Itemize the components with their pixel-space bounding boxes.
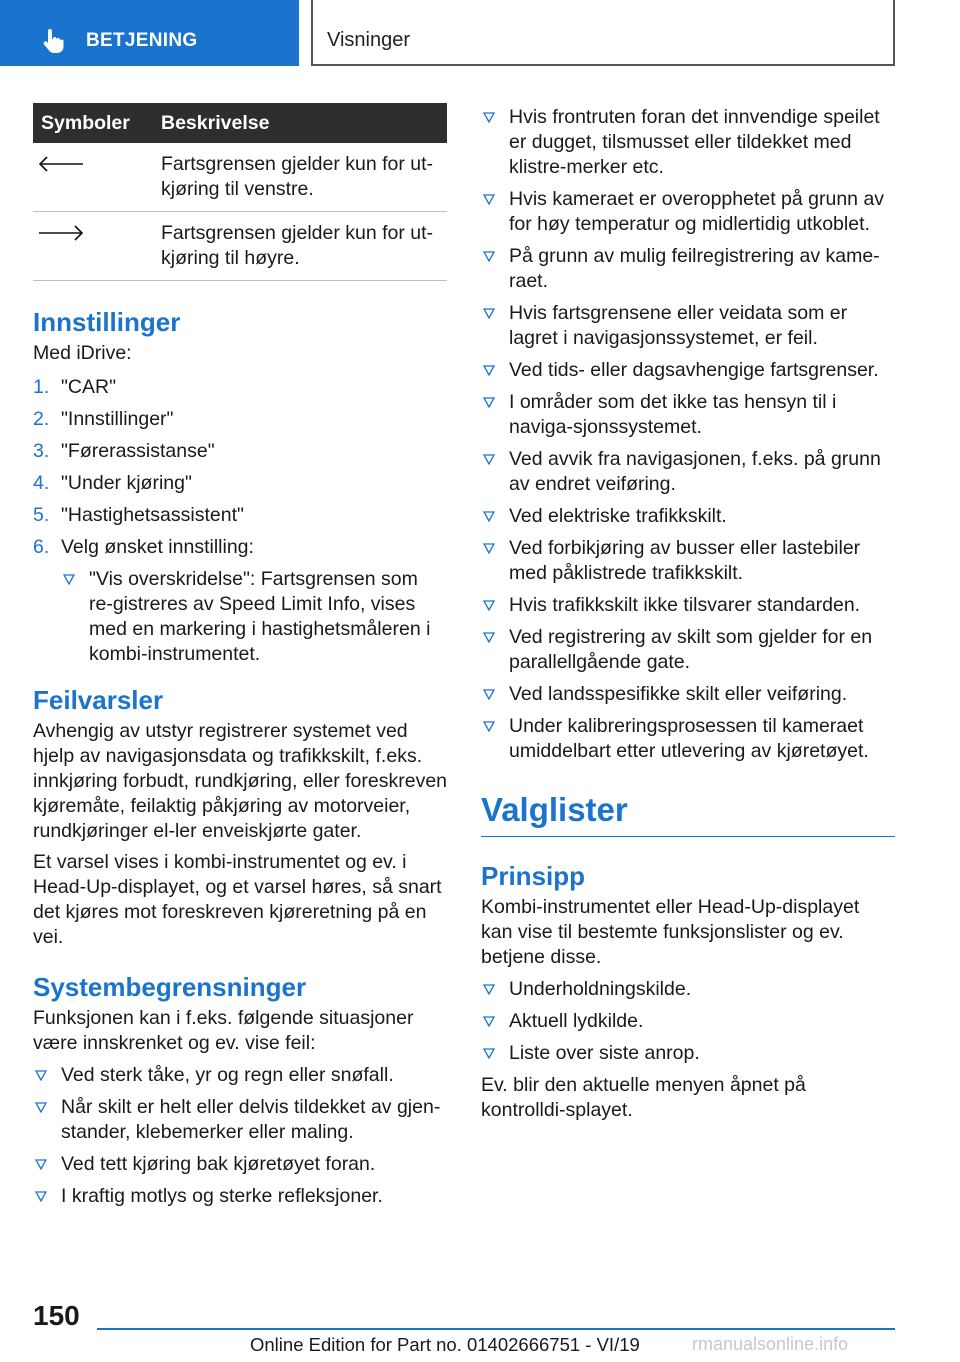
list-item: Hvis fartsgrensene eller veidata som er lagret i navigasjonssystemet, er feil. <box>481 301 895 351</box>
list-item: 4. "Under kjøring" <box>33 472 192 494</box>
triangle-bullet-icon <box>483 543 495 554</box>
list-item: 2. "Innstillinger" <box>33 408 174 430</box>
list-item: 6. Velg ønsket innstilling: "Vis overskridelse": Fartsgrensen som re-gistreres av Speed Limit Info, vises med en markering i hastighetsmåleren i kombi-instrumentet. <box>33 535 447 667</box>
page-number: 150 <box>33 1300 80 1331</box>
systembegrensninger-intro: Funksjonen kan i f.eks. følgende situasjoner være innskrenket og ev. vise feil: <box>33 1007 414 1054</box>
selection-list-items <box>481 977 895 1066</box>
triangle-bullet-icon <box>483 397 495 408</box>
list-item: Ved elektriske trafikkskilt. <box>481 504 895 529</box>
list-item: Hvis kameraet er overopphetet på grunn av for høy temperatur og midlertidig utkoblet. <box>481 187 895 237</box>
triangle-bullet-icon <box>483 454 495 465</box>
triangle-bullet-icon <box>483 308 495 319</box>
list-item: Ved forbikjøring av busser eller lastebiler med påklistrede trafikkskilt. <box>481 536 895 586</box>
list-item: Ved landsspesifikke skilt eller veiføring. <box>481 682 895 707</box>
triangle-bullet-icon <box>63 574 75 585</box>
list-item: På grunn av mulig feilregistrering av kame-raet. <box>481 244 895 294</box>
settings-steps-list <box>33 375 447 667</box>
triangle-bullet-icon <box>35 1070 47 1081</box>
triangle-bullet-icon <box>483 1048 495 1059</box>
list-item: 3. "Førerassistanse" <box>33 440 215 462</box>
list-item: Ved tett kjøring bak kjøretøyet foran. <box>33 1152 447 1177</box>
list-item: Når skilt er helt eller delvis tildekket av gjen-stander, klebemerker eller maling. <box>33 1095 447 1145</box>
list-item: Aktuell lydkilde. <box>481 1009 895 1034</box>
right-column <box>481 103 895 1129</box>
paragraph: Et varsel vises i kombi-instrumentet og ev. i Head-Up-displayet, og et varsel høres, så snart det kjøres mot foreskreven kjøreretning på en vei. <box>33 851 442 948</box>
symbol-table <box>33 103 447 281</box>
heading-systembegrensninger: Systembegrensninger <box>33 972 307 1002</box>
table-header-description: Beskrivelse <box>161 103 447 143</box>
triangle-bullet-icon <box>483 251 495 262</box>
triangle-bullet-icon <box>483 600 495 611</box>
list-item: "Vis overskridelse": Fartsgrensen som re-gistreres av Speed Limit Info, vises med en markering i hastighetsmåleren i kombi-instrumentet. <box>61 567 447 667</box>
heading-valglister: Valglister <box>481 790 895 837</box>
arrow-right-icon <box>37 223 85 243</box>
table-cell-description: Fartsgrensen gjelder kun for ut-kjøring til venstre. <box>161 143 447 212</box>
settings-sub-list <box>61 567 447 667</box>
hand-pointer-icon <box>40 28 66 54</box>
table-header-row <box>33 103 447 143</box>
list-item: Hvis frontruten foran det innvendige speilet er dugget, tilsmusset eller tildekket med klistre-merker etc. <box>481 105 895 180</box>
list-item: 1. "CAR" <box>33 376 117 398</box>
list-item: I områder som det ikke tas hensyn til i naviga-sjonssystemet. <box>481 390 895 440</box>
heading-prinsipp: Prinsipp <box>481 861 586 891</box>
list-item: Under kalibreringsprosessen til kameraet umiddelbart etter utlevering av kjøretøyet. <box>481 714 895 764</box>
list-item: I kraftig motlys og sterke refleksjoner. <box>33 1184 447 1209</box>
list-item: Ved registrering av skilt som gjelder for en parallellgående gate. <box>481 625 895 675</box>
list-item: Underholdningskilde. <box>481 977 895 1002</box>
innstillinger-intro: Med iDrive: <box>33 342 132 364</box>
triangle-bullet-icon <box>483 511 495 522</box>
footer-divider <box>97 1328 895 1330</box>
list-item: 5. "Hastighetsassistent" <box>33 504 244 526</box>
triangle-bullet-icon <box>483 984 495 995</box>
section-label: BETJENING <box>86 30 198 51</box>
chapter-title: Visninger <box>327 29 411 51</box>
table-row <box>33 212 447 281</box>
chapter-header <box>311 0 895 66</box>
table-header-symbols: Symboler <box>33 103 161 143</box>
heading-innstillinger: Innstillinger <box>33 307 181 337</box>
list-item: Ved sterk tåke, yr og regn eller snøfall. <box>33 1063 447 1088</box>
list-item: Liste over siste anrop. <box>481 1041 895 1066</box>
triangle-bullet-icon <box>483 721 495 732</box>
list-item: Hvis trafikkskilt ikke tilsvarer standarden. <box>481 593 895 618</box>
arrow-left-icon <box>37 154 85 174</box>
list-item: Ved avvik fra navigasjonen, f.eks. på grunn av endret veiføring. <box>481 447 895 497</box>
left-column <box>33 103 447 1216</box>
triangle-bullet-icon <box>483 365 495 376</box>
triangle-bullet-icon <box>483 632 495 643</box>
limitations-list-right <box>481 105 895 764</box>
triangle-bullet-icon <box>35 1191 47 1202</box>
heading-feilvarsler: Feilvarsler <box>33 685 164 715</box>
table-row <box>33 143 447 212</box>
triangle-bullet-icon <box>483 689 495 700</box>
watermark: rmanualsonline.info <box>692 1334 849 1354</box>
paragraph: Avhengig av utstyr registrerer systemet ved hjelp av navigasjonsdata og trafikkskilt, f.eks. innkjøring forbudt, rundkjøring, eller foreskreven kjøremåte, feilaktig påkjøring av motorveier, rundkjøringer el-ler enveiskjørte gater. <box>33 720 448 842</box>
triangle-bullet-icon <box>35 1159 47 1170</box>
triangle-bullet-icon <box>483 1016 495 1027</box>
limitations-list-left <box>33 1063 447 1209</box>
valglister-intro: Kombi-instrumentet eller Head-Up-displayet kan vise til bestemte funksjonslister og ev. betjene disse. <box>481 896 860 968</box>
list-item: Ved tids- eller dagsavhengige fartsgrenser. <box>481 358 895 383</box>
section-tab <box>0 0 299 66</box>
triangle-bullet-icon <box>483 194 495 205</box>
table-cell-description: Fartsgrensen gjelder kun for ut-kjøring til høyre. <box>161 212 447 281</box>
triangle-bullet-icon <box>483 112 495 123</box>
footer-edition: Online Edition for Part no. 01402666751 - VI/19 <box>250 1334 640 1355</box>
valglister-outro: Ev. blir den aktuelle menyen åpnet på kontrolldi-splayet. <box>481 1074 806 1121</box>
triangle-bullet-icon <box>35 1102 47 1113</box>
